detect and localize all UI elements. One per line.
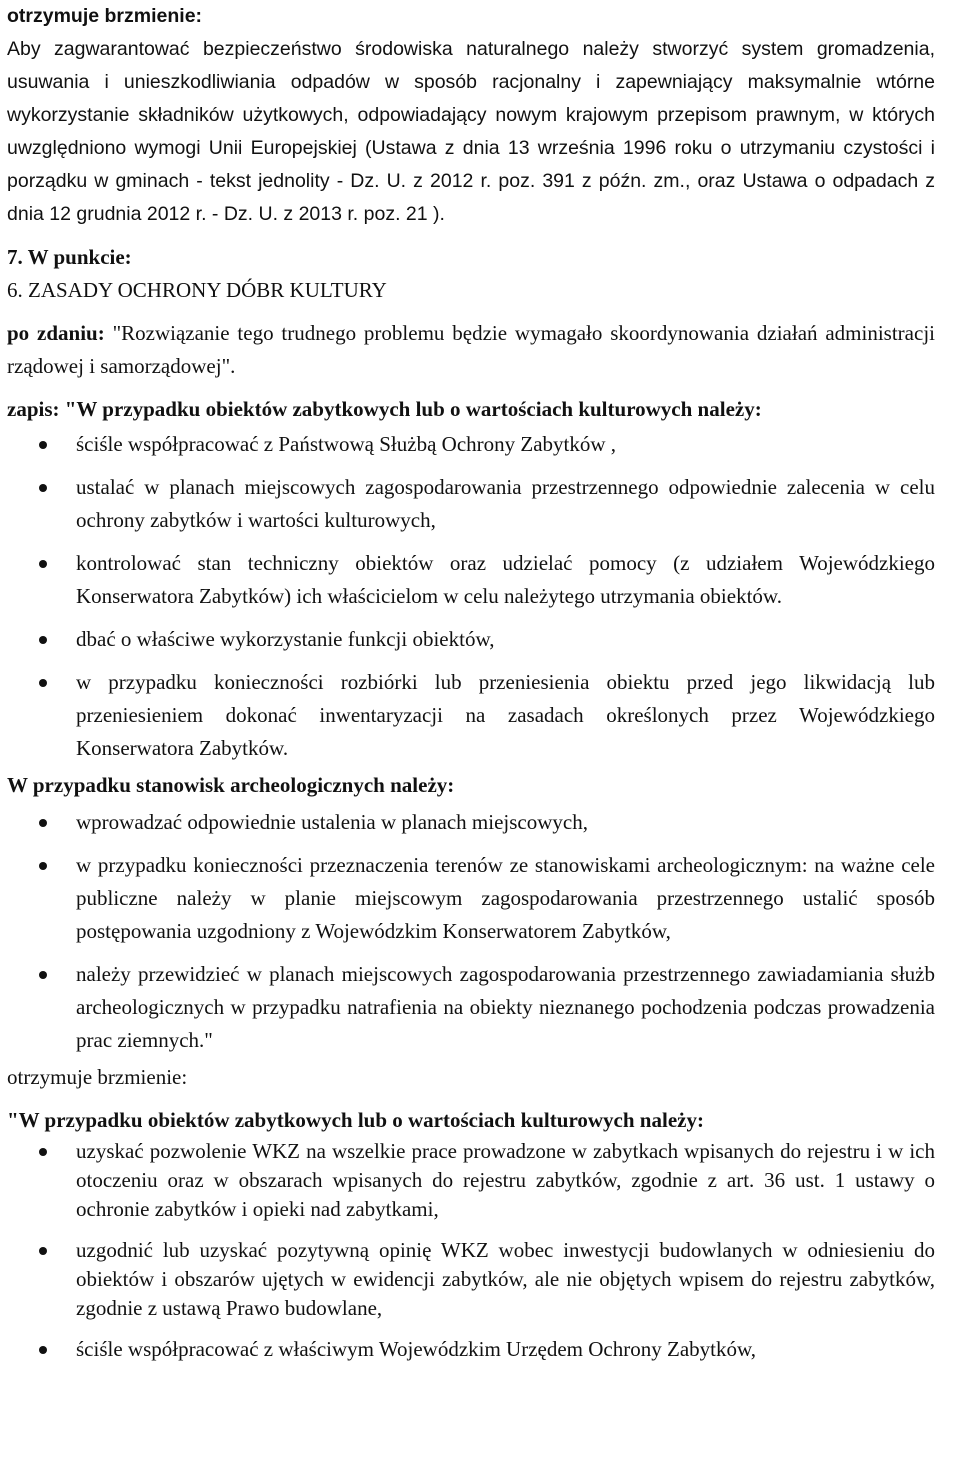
point-label: 7. W punkcie: (7, 245, 132, 269)
list-item: dbać o właściwe wykorzystanie funkcji obiektów, (7, 623, 935, 656)
list-item: w przypadku konieczności rozbiórki lub przeniesienia obiektu przed jego likwidacją lub przeniesieniem dokonać inwentaryzacji na zasadach określonych przez Wojewódzkiego Konserwatora Zabytków. (7, 666, 935, 765)
bullet-icon (39, 679, 47, 687)
bullet-icon (39, 971, 47, 979)
list-item: uzyskać pozwolenie WKZ na wszelkie prace prowadzone w zabytkach wpisanych do rejestru i w ich otoczeniu oraz w obszarach wpisanych do rejestru zabytków, zgodnie z art. 36 ust. 1 ustawy o ochronie zabytków i opieki nad zabytkami, (7, 1137, 935, 1224)
sentence-change-prefix: po zdaniu: (7, 321, 105, 345)
list-item: ściśle współpracować z Państwową Służbą Ochrony Zabytków , (7, 428, 935, 461)
bullet-icon (39, 484, 47, 492)
list-item: ustalać w planach miejscowych zagospodarowania przestrzennego odpowiednie zalecenia w celu ochrony zabytków i wartości kulturowych, (7, 471, 935, 537)
archeo-list (7, 806, 935, 1057)
section1-paragraph: Aby zagwarantować bezpieczeństwo środowiska naturalnego należy stworzyć system gromadzenia, usuwania i unieszkodliwiania odpadów w sposób racjonalny i zapewniający maksymalnie wtórne wykorzystanie składników użytkowych, odpowiadający nowym krajowym przepisom prawnym, w których uwzględniono wymogi Unii Europejskiej (Ustawa z dnia 13 września 1996 roku o utrzymaniu czystości i porządku w gminach - tekst jednolity - Dz. U. z 2012 r. poz. 391 z późn. zm., oraz Ustawa o odpadach z dnia 12 grudnia 2012 r. - Dz. U. z 2013 r. poz. 21 ). (7, 38, 935, 225)
sentence-change (7, 317, 935, 383)
list-item: kontrolować stan techniczny obiektów oraz udzielać pomocy (z udziałem Wojewódzkiego Konserwatora Zabytków) ich właścicielom w celu należytego utrzymania obiektów. (7, 547, 935, 613)
section2-heading: otrzymuje brzmienie: (7, 1065, 188, 1089)
zapis-list (7, 428, 935, 765)
bullet-icon (39, 560, 47, 568)
list-item: ściśle współpracować z właściwym Wojewódzkim Urzędem Ochrony Zabytków, (7, 1335, 935, 1364)
point-title: 6. ZASADY OCHRONY DÓBR KULTURY (7, 278, 387, 302)
bullet-icon (39, 862, 47, 870)
zapis-intro: zapis: "W przypadku obiektów zabytkowych lub o wartościach kulturowych należy: (7, 397, 762, 421)
bullet-icon (39, 1346, 47, 1354)
bullet-icon (39, 819, 47, 827)
list-item: należy przewidzieć w planach miejscowych zagospodarowania przestrzennego zawiadamiania służb archeologicznych w przypadku natrafienia na obiekty nieznanego pochodzenia podczas prowadzenia prac ziemnych." (7, 958, 935, 1057)
section2-list (7, 1137, 935, 1364)
archeo-intro: W przypadku stanowisk archeologicznych należy: (7, 773, 455, 797)
section2-intro: "W przypadku obiektów zabytkowych lub o wartościach kulturowych należy: (7, 1108, 704, 1132)
bullet-icon (39, 441, 47, 449)
list-item: w przypadku konieczności przeznaczenia terenów ze stanowiskami archeologicznym: na ważne cele publiczne należy w planie miejscowym zagospodarowania przestrzennego ustalić sposób postępowania uzgodniony z Wojewódzkim Konserwatorem Zabytków, (7, 849, 935, 948)
list-item: wprowadzać odpowiednie ustalenia w planach miejscowych, (7, 806, 935, 839)
list-item: uzgodnić lub uzyskać pozytywną opinię WKZ wobec inwestycji budowlanych w odniesieniu do obiektów i obszarów ujętych w ewidencji zabytków, ale nie objętych wpisem do rejestru zabytków, zgodnie z ustawą Prawo budowlane, (7, 1236, 935, 1323)
bullet-icon (39, 1247, 47, 1255)
section1-heading: otrzymuje brzmienie: (7, 5, 203, 27)
bullet-icon (39, 636, 47, 644)
sentence-change-text: "Rozwiązanie tego trudnego problemu będzie wymagało skoordynowania działań administracji rządowej i samorządowej". (7, 321, 935, 378)
bullet-icon (39, 1148, 47, 1156)
